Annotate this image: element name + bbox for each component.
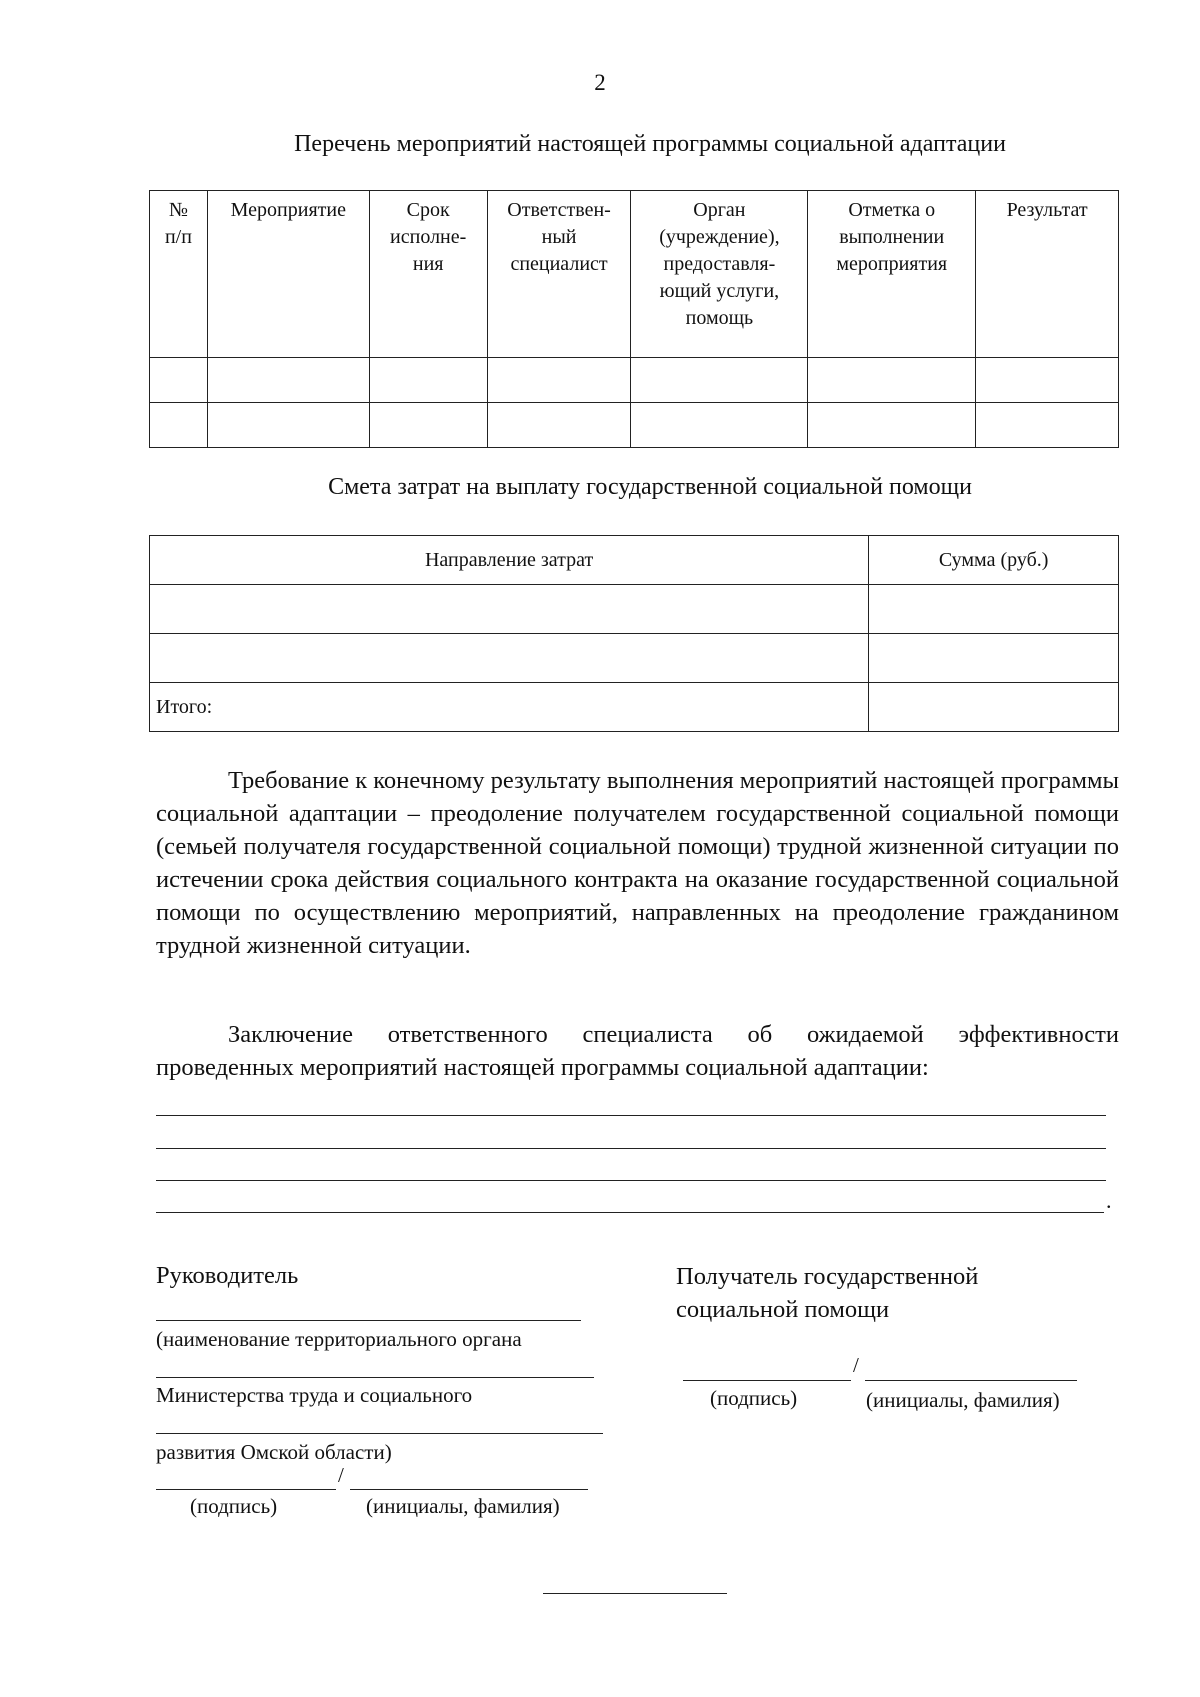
table-cell[interactable] (808, 403, 976, 448)
recipient-separator: / (853, 1353, 859, 1377)
header-organ: Орган (учреждение), предоставля- ющий услуги, помощь (631, 191, 808, 358)
requirement-paragraph: Требование к конечному результату выполнения мероприятий настоящей программы социальной адаптации – преодоление получателем государственной социальной помощи (семьей получателя государственной социальной помощи) трудной жизненной ситуации по истечении срока действия социального контракта на оказание государственной социальной помощи по осуществлению мероприятий, направленных на преодоление гражданином трудной жизненной ситуации. (156, 767, 1119, 959)
costs-header-row (150, 536, 1119, 585)
head-signature-line[interactable] (156, 1489, 336, 1490)
head-separator: / (338, 1463, 344, 1487)
conclusion-line[interactable] (156, 1212, 1104, 1213)
head-name-line[interactable] (350, 1489, 588, 1490)
table-cell[interactable] (976, 358, 1119, 403)
head-caption-line2: Министерства труда и социального (156, 1383, 473, 1407)
recipient-title-line2: социальной помощи (676, 1296, 890, 1323)
header-result: Результат (976, 191, 1119, 358)
recipient-title-line1: Получатель государственной (676, 1263, 979, 1290)
table-cell[interactable] (150, 403, 208, 448)
total-label: Итого: (150, 683, 869, 732)
conclusion-line[interactable] (156, 1148, 1106, 1149)
table-cell[interactable] (487, 403, 631, 448)
head-name-label: (инициалы, фамилия) (366, 1494, 560, 1518)
organ-name-line[interactable] (156, 1377, 594, 1378)
table-cell[interactable] (976, 403, 1119, 448)
organ-name-line[interactable] (156, 1433, 603, 1434)
table-row (150, 634, 1119, 683)
header-responsible: Ответствен- ный специалист (487, 191, 631, 358)
table-row (150, 403, 1119, 448)
conclusion-line[interactable] (156, 1180, 1106, 1181)
recipient-name-label: (инициалы, фамилия) (866, 1388, 1060, 1412)
total-sum-cell[interactable] (869, 683, 1119, 732)
organ-name-line[interactable] (156, 1320, 581, 1321)
conclusion-end-mark: . (1106, 1188, 1112, 1213)
head-caption-line1: (наименование территориального органа (156, 1327, 522, 1351)
table-cell[interactable] (369, 358, 487, 403)
page-number: 2 (594, 70, 606, 95)
activities-header-row (150, 191, 1119, 358)
costs-title: Смета затрат на выплату государственной социальной помощи (328, 474, 972, 500)
table-cell[interactable] (869, 585, 1119, 634)
head-title: Руководитель (156, 1262, 299, 1289)
header-cost-direction: Направление затрат (150, 536, 869, 585)
header-completion-mark: Отметка о выполнении мероприятия (808, 191, 976, 358)
costs-table (149, 535, 1119, 732)
header-sum: Сумма (руб.) (869, 536, 1119, 585)
table-row (150, 585, 1119, 634)
table-cell[interactable] (207, 358, 369, 403)
table-row (150, 358, 1119, 403)
conclusion-line[interactable] (156, 1115, 1106, 1116)
activities-table (149, 190, 1119, 448)
table-cell[interactable] (631, 358, 808, 403)
total-row (150, 683, 1119, 732)
head-signature-label: (подпись) (190, 1494, 278, 1518)
header-activity: Мероприятие (207, 191, 369, 358)
table-cell[interactable] (150, 634, 869, 683)
recipient-signature-line[interactable] (683, 1380, 851, 1381)
conclusion-paragraph: Заключение ответственного специалиста об ожидаемой эффективности проведенных мероприятий настоящей программы социальной адаптации: (156, 1021, 1119, 1081)
table-cell[interactable] (150, 585, 869, 634)
table-cell[interactable] (869, 634, 1119, 683)
header-number: № п/п (150, 191, 208, 358)
end-of-document-divider (543, 1593, 727, 1594)
table-cell[interactable] (631, 403, 808, 448)
table-cell[interactable] (487, 358, 631, 403)
table-cell[interactable] (808, 358, 976, 403)
activities-title: Перечень мероприятий настоящей программы социальной адаптации (294, 131, 1006, 157)
head-caption-line3: развития Омской области) (156, 1440, 392, 1464)
table-cell[interactable] (150, 358, 208, 403)
table-cell[interactable] (369, 403, 487, 448)
header-deadline: Срок исполне- ния (369, 191, 487, 358)
recipient-name-line[interactable] (865, 1380, 1077, 1381)
recipient-signature-label: (подпись) (710, 1386, 798, 1410)
table-cell[interactable] (207, 403, 369, 448)
